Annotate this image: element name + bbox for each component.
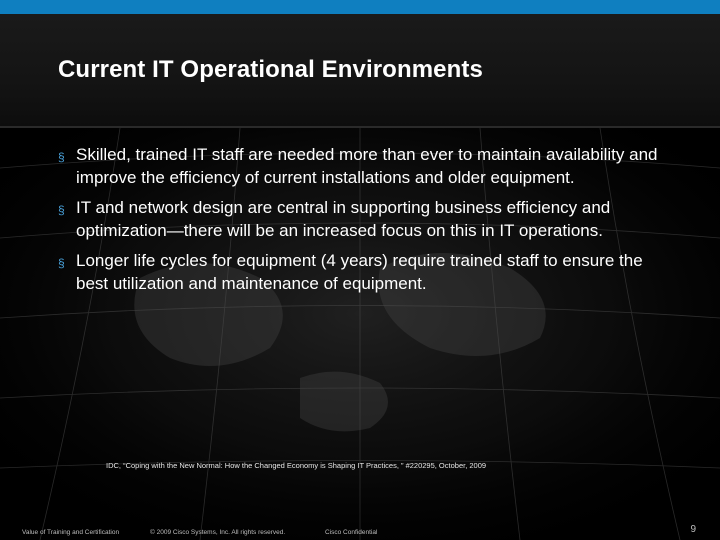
bullet-text: Longer life cycles for equipment (4 years) require trained staff to ensure the best utilization and maintenance of equipment. — [76, 251, 643, 293]
bullet-marker: § — [58, 256, 65, 270]
slide-title: Current IT Operational Environments — [58, 56, 483, 83]
footer-confidential: Cisco Confidential — [325, 529, 378, 536]
bullet-text: Skilled, trained IT staff are needed more than ever to maintain availability and improve the efficiency of current installations and older equipment. — [76, 145, 658, 187]
top-accent-bar — [0, 0, 720, 14]
bullet-item — [58, 250, 678, 295]
bullet-item — [58, 144, 678, 189]
footer-copyright: © 2009 Cisco Systems, Inc. All rights reserved. — [150, 529, 286, 536]
bullet-item — [58, 197, 678, 242]
bullet-marker: § — [58, 203, 65, 217]
bullet-list — [58, 144, 678, 303]
footer-course-title: Value of Training and Certification — [22, 529, 120, 536]
bullet-text: IT and network design are central in supporting business efficiency and optimization—there will be an increased focus on this in IT operations. — [76, 198, 611, 240]
page-number: 9 — [690, 524, 696, 535]
source-citation: IDC, “Coping with the New Normal: How the Changed Economy is Shaping IT Practices, ” #220295, October, 2009 — [106, 461, 487, 470]
bullet-marker: § — [58, 150, 65, 164]
